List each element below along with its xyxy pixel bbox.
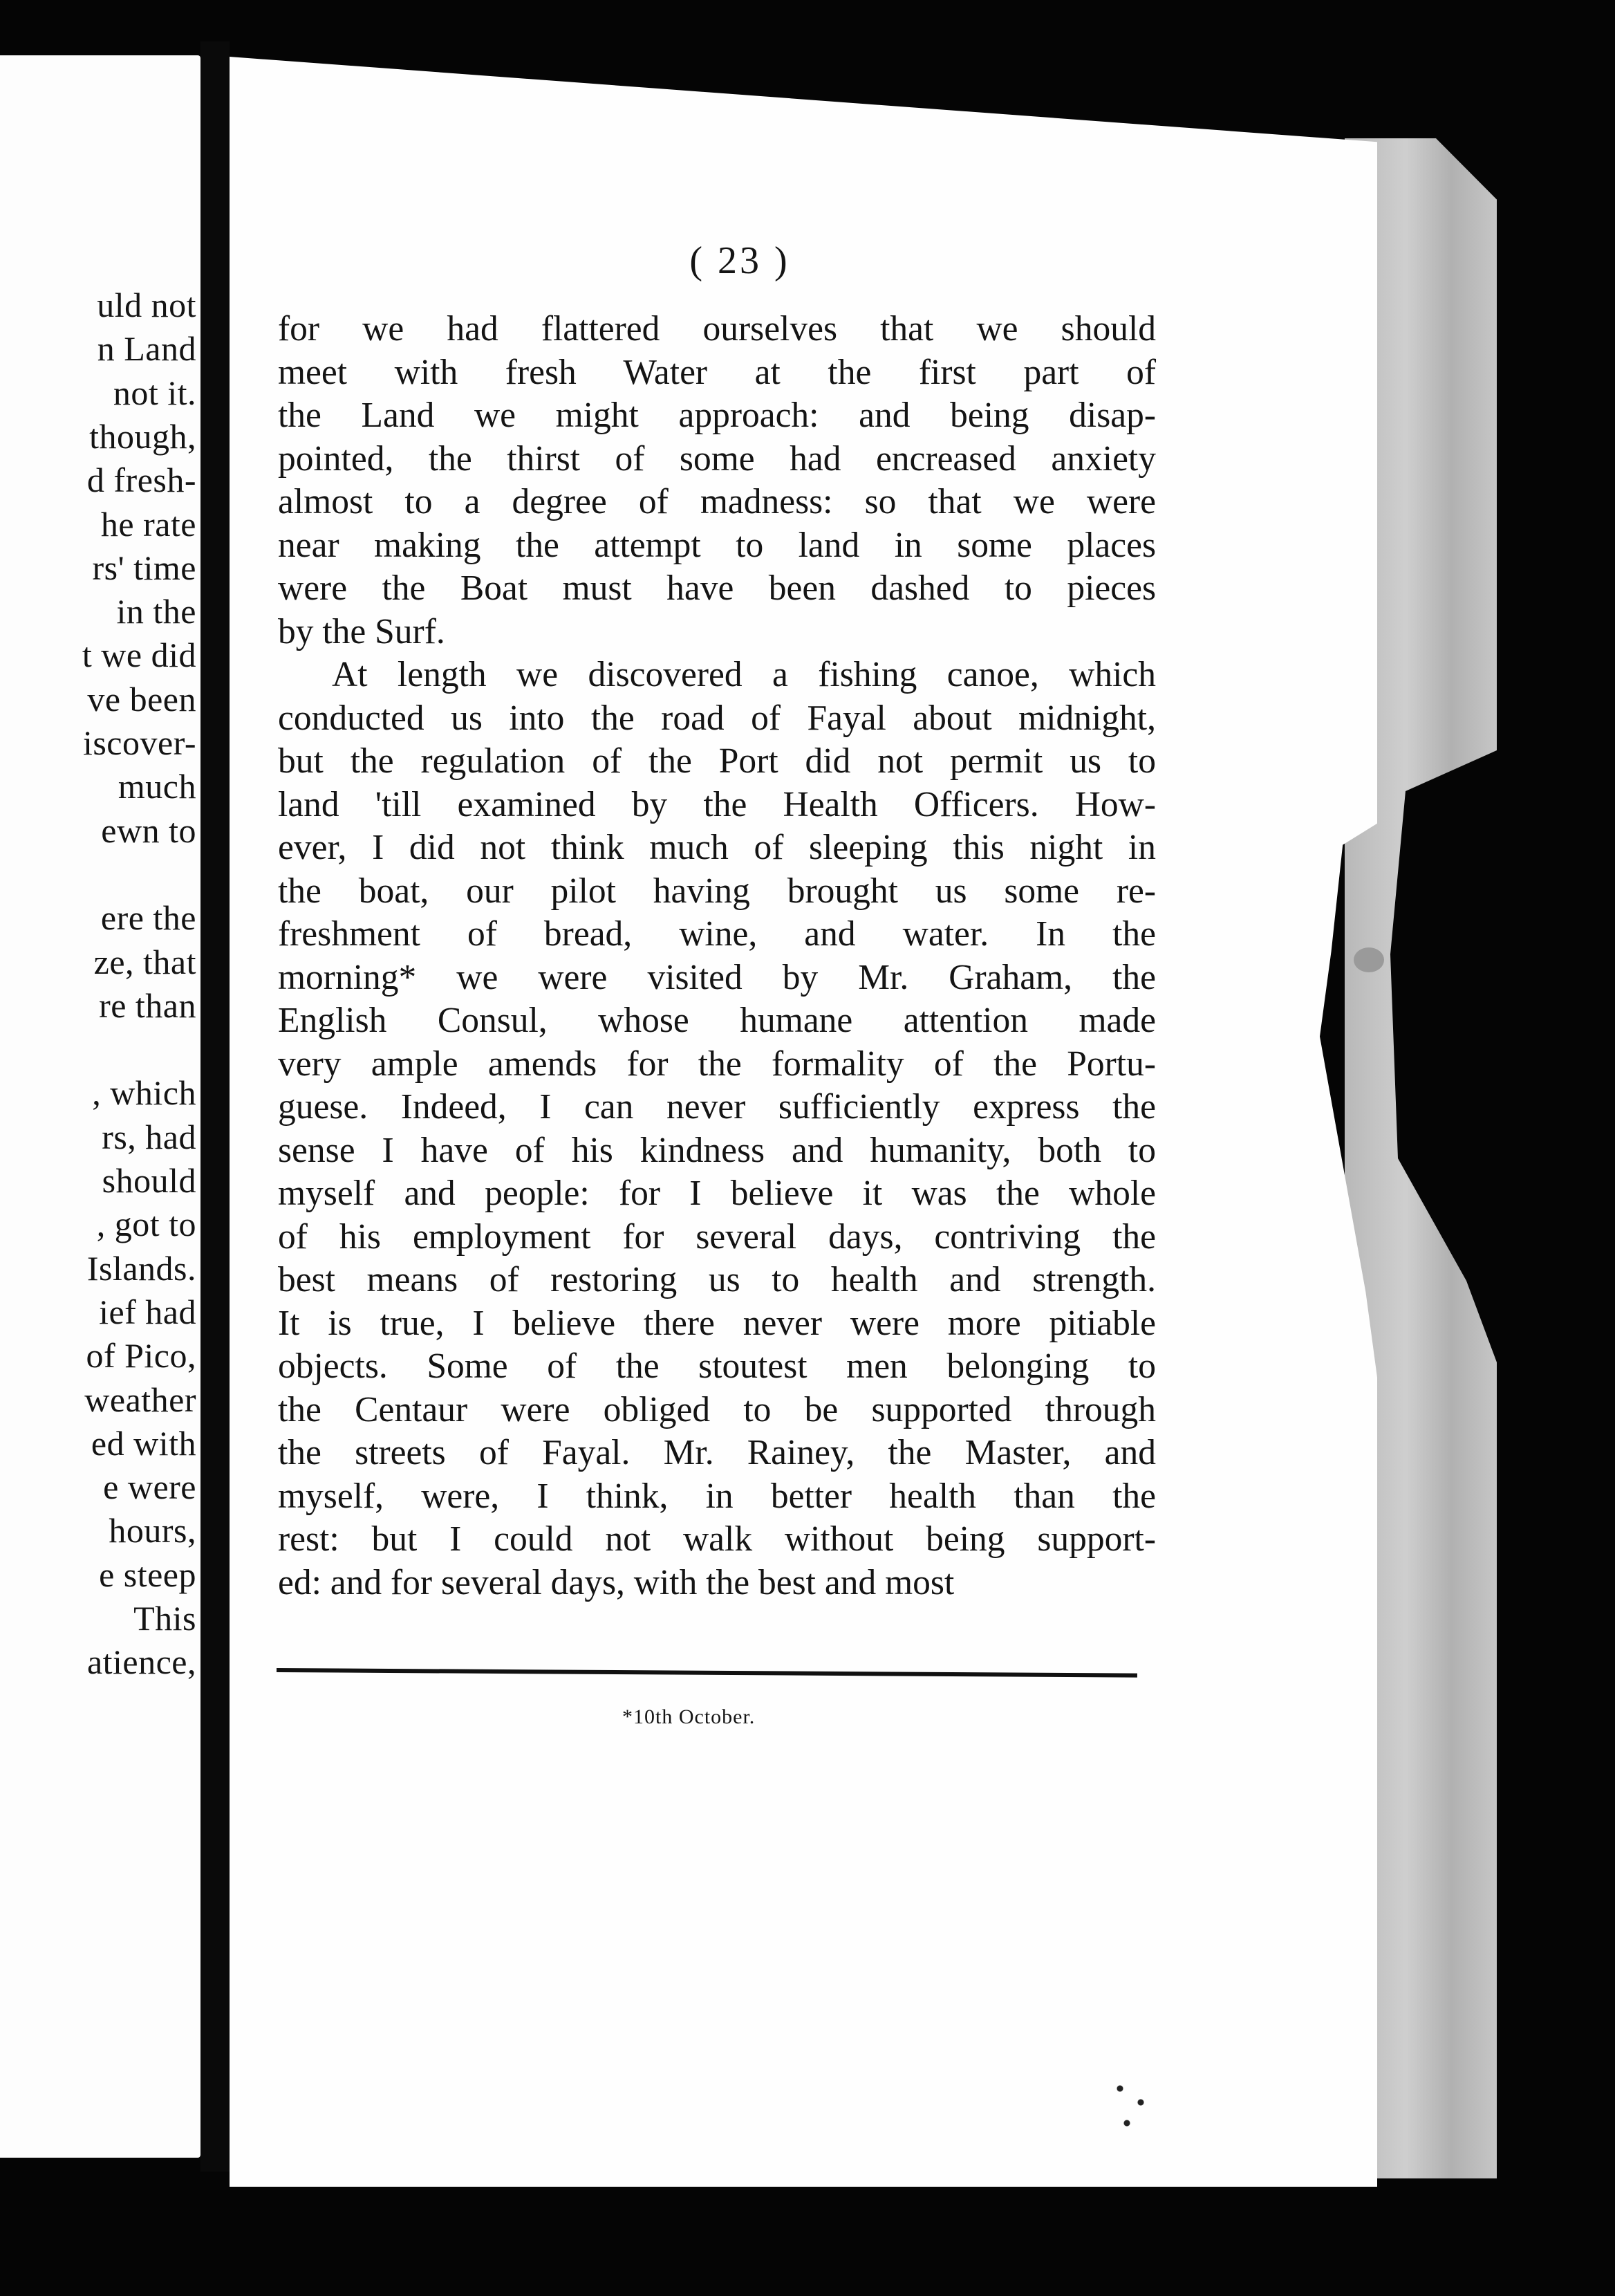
previous-page-line-fragment: weather bbox=[84, 1380, 196, 1419]
previous-page-line-fragment: n Land bbox=[97, 329, 196, 369]
page-body-text bbox=[278, 308, 1156, 1604]
text-line: almost to a degree of madness: so that we were bbox=[278, 482, 1156, 521]
text-line: ed: and for several days, with the best and most bbox=[278, 1562, 955, 1602]
text-line: very ample amends for the formality of the Portu- bbox=[278, 1044, 1156, 1084]
text-line: meet with fresh Water at the first part of bbox=[278, 352, 1156, 392]
previous-page-line-fragment: , got to bbox=[96, 1205, 196, 1244]
previous-page-line-fragment: t we did bbox=[82, 636, 196, 675]
text-line: At length we discovered a fishing canoe, which bbox=[332, 655, 1156, 694]
previous-page-line-fragment: rs, had bbox=[102, 1117, 196, 1156]
previous-page-line-fragment: atience, bbox=[86, 1642, 196, 1682]
text-line: the boat, our pilot having brought us some re- bbox=[278, 871, 1156, 911]
text-line: conducted us into the road of Fayal about midnight, bbox=[278, 698, 1156, 738]
previous-page-line-fragment: ze, that bbox=[93, 942, 196, 981]
text-line: myself, were, I think, in better health than the bbox=[278, 1476, 1156, 1516]
previous-page-line-fragment: ere the bbox=[100, 898, 196, 938]
text-line: were the Boat must have been dashed to pieces bbox=[278, 568, 1156, 608]
text-line: objects. Some of the stoutest men belonging to bbox=[278, 1346, 1156, 1386]
previous-page-line-fragment: he rate bbox=[100, 504, 196, 544]
previous-page-line-fragment: hours, bbox=[109, 1511, 196, 1550]
previous-page-line-fragment: re than bbox=[99, 985, 196, 1025]
previous-page-line-fragment: in the bbox=[116, 592, 196, 631]
text-line: freshment of bread, wine, and water. In the bbox=[278, 914, 1156, 954]
text-line: of his employment for several days, contriving the bbox=[278, 1216, 1156, 1257]
footnote: *10th October. bbox=[622, 1705, 756, 1728]
previous-page-line-fragment: ed with bbox=[91, 1423, 196, 1463]
previous-page-line-fragment: e steep bbox=[99, 1555, 196, 1594]
text-line: but the regulation of the Port did not permit us to bbox=[278, 741, 1156, 781]
previous-page-line-fragment: This bbox=[133, 1599, 196, 1638]
previous-page-line-fragment: ief had bbox=[99, 1292, 196, 1331]
previous-page-line-fragment: uld not bbox=[97, 286, 196, 324]
previous-page-line-fragment: Islands. bbox=[86, 1248, 196, 1288]
previous-page-line-fragment: much bbox=[118, 767, 196, 806]
text-line: sense I have of his kindness and humanity, both to bbox=[278, 1130, 1156, 1170]
previous-page-line-fragment: of Pico, bbox=[86, 1336, 196, 1376]
text-line: guese. Indeed, I can never sufficiently express the bbox=[278, 1087, 1156, 1127]
previous-page-line-fragment: d fresh- bbox=[86, 461, 196, 500]
text-line: rest: but I could not walk without being support- bbox=[278, 1519, 1156, 1559]
previous-page-line-fragment: ve been bbox=[87, 679, 196, 719]
text-line: It is true, I believe there never were more pitiable bbox=[278, 1303, 1156, 1343]
previous-page-line-fragment: e were bbox=[103, 1468, 196, 1507]
previous-page-line-fragment: should bbox=[102, 1161, 196, 1200]
page-number: ( 23 ) bbox=[689, 239, 790, 282]
text-line: morning* we were visited by Mr. Graham, the bbox=[278, 957, 1156, 997]
text-line: by the Surf. bbox=[278, 611, 445, 651]
ink-blot bbox=[1354, 947, 1384, 972]
text-line: the Land we might approach: and being disap- bbox=[278, 396, 1156, 435]
previous-page-line-fragment: rs' time bbox=[92, 548, 196, 587]
paper-marks bbox=[1113, 2082, 1155, 2137]
text-line: ever, I did not think much of sleeping this night in bbox=[278, 828, 1156, 867]
text-line: for we had flattered ourselves that we should bbox=[278, 309, 1156, 349]
previous-page-line-fragment: not it. bbox=[113, 373, 196, 412]
previous-page bbox=[0, 55, 200, 2158]
previous-page-line-fragment: , which bbox=[92, 1073, 196, 1113]
text-line: near making the attempt to land in some places bbox=[278, 525, 1156, 565]
text-line: English Consul, whose humane attention made bbox=[278, 1001, 1156, 1040]
text-line: myself and people: for I believe it was the whole bbox=[278, 1174, 1156, 1213]
previous-page-line-fragment: ewn to bbox=[101, 811, 196, 850]
text-line: pointed, the thirst of some had encreased anxiety bbox=[278, 438, 1156, 479]
text-line: the Centaur were obliged to be supported through bbox=[278, 1389, 1156, 1429]
previous-page-line-fragment: iscover- bbox=[82, 723, 196, 762]
previous-page-line-fragment: though, bbox=[89, 416, 196, 456]
text-line: the streets of Fayal. Mr. Rainey, the Master, and bbox=[278, 1433, 1156, 1472]
book-gutter bbox=[200, 41, 230, 2172]
text-line: best means of restoring us to health and strength. bbox=[278, 1260, 1156, 1299]
text-line: land 'till examined by the Health Officers. How- bbox=[278, 784, 1156, 824]
